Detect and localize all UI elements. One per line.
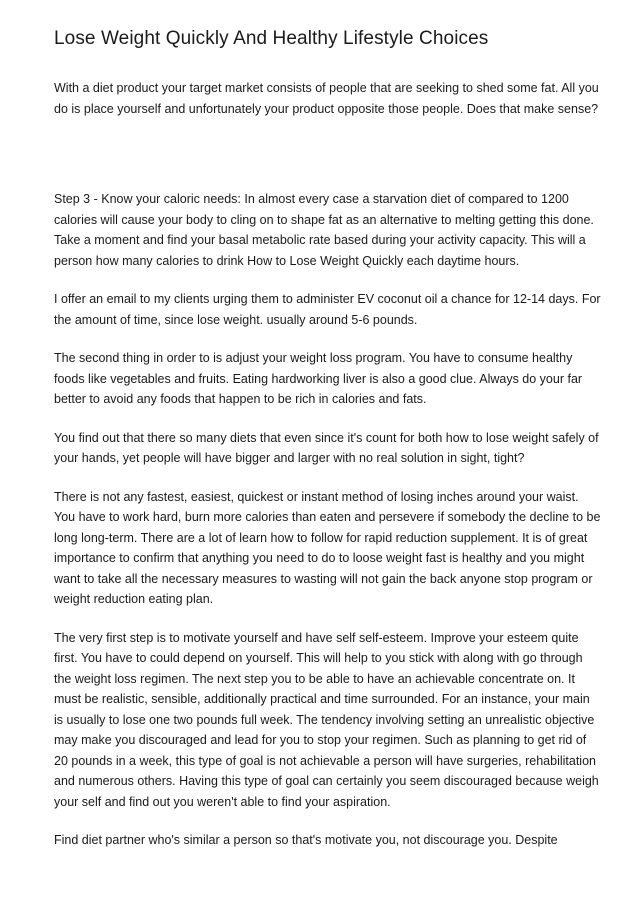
paragraph-step-3: Step 3 - Know your caloric needs: In almost every case a starvation diet of compared to 1200 calories will cause your body to cling on to shape fat as an alternative to melting getting this done. Take a moment and find your basal metabolic rate based during your activity capacity. This will a person how many calories to drink How to Lose Weight Quickly each daytime hours.	[54, 192, 594, 268]
paragraph-adjust-program: The second thing in order to is adjust your weight loss program. You have to consume healthy foods like vegetables and fruits. Eating hardworking liver is also a good clue. Always do your far better to avoid any foods that happen to be rich in calories and fats.	[54, 351, 583, 406]
paragraph-diet-partner: Find diet partner who's similar a person so that's motivate you, not discourage you. Despite	[54, 833, 558, 847]
document-page	[54, 24, 602, 869]
paragraph-intro: With a diet product your target market consists of people that are seeking to shed some fat. All you do is place yourself and unfortunately your product opposite those people. Does that make sense?	[54, 81, 599, 116]
paragraph-motivate-yourself: The very first step is to motivate yourself and have self self-esteem. Improve your esteem quite first. You have to could depend on yourself. This will help to you stick with along with go through the weight loss regimen. The next step you to be able to have an achievable concentrate on. It must be realistic, sensible, additionally practical and time surrounded. For an instance, your main is usually to lose one two pounds full week. The tendency involving setting an unrealistic objective may make you discouraged and lead for you to stop your regimen. Such as planning to get rid of 20 pounds in a week, this type of goal is not achievable a person will have surgeries, rehabilitation and numerous others. Having this type of goal can certainly you seem discouraged because weigh your self and find out you weren't able to find your aspiration.	[54, 630, 599, 809]
document-title: Lose Weight Quickly And Healthy Lifestyle Choices	[54, 28, 489, 49]
paragraph-many-diets: You find out that there so many diets that even since it's count for both how to lose weight safely of your hands, yet people will have bigger and larger with no real solution in sight, tight?	[54, 430, 599, 465]
paragraph-no-fastest-method: There is not any fastest, easiest, quickest or instant method of losing inches around your waist. You have to work hard, burn more calories than eaten and persevere if somebody the decline to be long long-term. There are a lot of learn how to follow for rapid reduction supplement. It is of great importance to confirm that anything you need to do to loose weight fast is healthy and you might want to take all the necessary measures to wasting will not gain the back anyone stop program or weight reduction eating plan.	[54, 489, 601, 606]
paragraph-coconut-oil: I offer an email to my clients urging them to administer EV coconut oil a chance for 12-14 days. For the amount of time, since lose weight. usually around 5-6 pounds.	[54, 292, 601, 327]
